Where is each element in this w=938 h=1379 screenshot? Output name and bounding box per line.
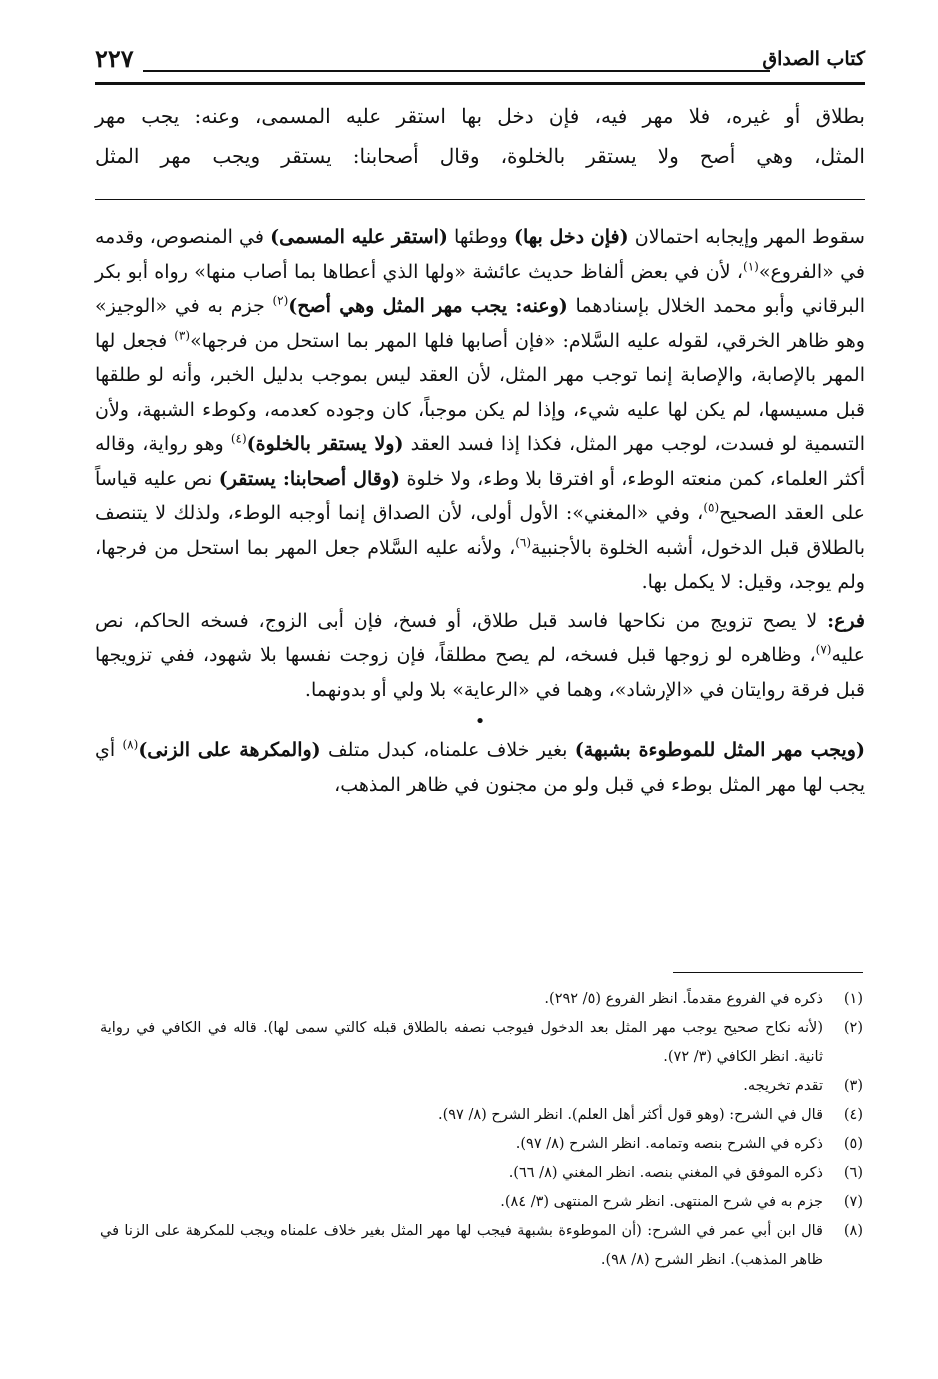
- commentary-text: سقوط المهر وإيجابه احتمالان: [628, 226, 865, 248]
- footnote-rule: [673, 972, 863, 973]
- commentary-text: ، وفي «المغني»: الأول أولى، لأن الصداق إنما أوجبه الوطء، ولذلك لا يتنصف بالطلاق قبل الدخول، أشبه الخلوة بالأجنبية: [95, 502, 865, 559]
- commentary: [95, 220, 865, 806]
- footnotes: [100, 985, 863, 1275]
- matn-quote: فرع:: [827, 609, 865, 632]
- footnote-number: (٧): [843, 1194, 863, 1210]
- matn-quote: (والمكرهة على الزنى): [138, 739, 321, 761]
- footnote: [100, 1217, 863, 1275]
- matn-quote: (استقر عليه المسمى): [270, 226, 448, 248]
- footnote-number: (٤): [843, 1107, 863, 1123]
- matn-quote: (وقال أصحابنا: يستقر): [218, 467, 401, 490]
- commentary-paragraph-1: [95, 220, 865, 600]
- footnote-text: (لأنه نكاح صحيح يوجب مهر المثل بعد الدخول فيوجب نصفه بالطلاق قبله كالتي سمى لها). قاله في الكافي في رواية ثانية. انظر الكافي (٣/ ٧٢).: [100, 1020, 823, 1065]
- footnote: [100, 1101, 863, 1130]
- footnote: [100, 985, 863, 1014]
- matn-line-2: المثل، وهي أصح ولا يستقر بالخلوة، وقال أصحابنا: يستقر ويجب مهر المثل: [95, 144, 865, 168]
- footnote-number: (٨): [843, 1223, 863, 1239]
- footnote-number: (٦): [843, 1165, 863, 1181]
- footnote: [100, 1130, 863, 1159]
- matn-text: [95, 96, 865, 176]
- matn-quote: (فإن دخل بها): [513, 226, 629, 248]
- commentary-text: في المنصوص، وقدمه في «الفروع»: [95, 226, 865, 283]
- commentary-text: بغير خلاف علمناه، كبدل متلف: [320, 739, 575, 761]
- footnote-number: (٢): [843, 1020, 863, 1036]
- matn-quote: (وعنه: يجب مهر المثل وهي أصح): [288, 295, 568, 317]
- footnote-ref: (٧): [815, 642, 832, 657]
- commentary-text: نص عليه قياساً على العقد الصحيح: [95, 467, 866, 524]
- footnote-ref: (٦): [515, 535, 532, 550]
- header-divider: [95, 82, 865, 85]
- commentary-text: وهو رواية، وقاله أكثر العلماء، كمن منعته الوطء، أو افترقا بلا وطء، ولا خلوة: [95, 433, 866, 490]
- page-number: ٢٢٧: [95, 44, 134, 73]
- commentary-text: ، لأن في بعض ألفاظ حديث عائشة «ولها الذي أعطاها بما أصاب منها» رواه أبو بكر البرقاني وأبو محمد الخلال بإسنادهما: [95, 260, 866, 317]
- footnote-text: قال ابن أبي عمر في الشرح: (أن الموطوءة بشبهة فيجب لها مهر المثل بغير خلاف علمناه ويجب للمكرهة على الزنا في ظاهر المذهب). انظر الشرح (٨/ ٩٨).: [100, 1223, 823, 1268]
- footnote: [100, 1159, 863, 1188]
- matn-line-1: بطلاق أو غيره، فلا مهر فيه، فإن دخل بها استقر عليه المسمى، وعنه: يجب مهر: [95, 104, 866, 128]
- commentary-text: ووطئها: [447, 226, 514, 248]
- page-header: [95, 44, 865, 80]
- footnote: [100, 1072, 863, 1101]
- commentary-paragraph-2: [95, 604, 865, 708]
- footnote-text: ذكره الموفق في المغني بنصه. انظر المغني (٨/ ٦٦).: [508, 1165, 823, 1181]
- separator-dot: •: [474, 711, 486, 732]
- matn-commentary-divider: [95, 199, 865, 200]
- footnote-number: (١): [843, 991, 863, 1007]
- footnote: [100, 1188, 863, 1217]
- footnote-text: ذكره في الشرح بنصه وتمامه. انظر الشرح (٨/ ٩٧).: [515, 1136, 823, 1152]
- footnote-text: قال في الشرح: (وهو قول أكثر أهل العلم). انظر الشرح (٨/ ٩٧).: [437, 1107, 823, 1123]
- commentary-text: جزم به في «الوجيز» وهو ظاهر الخرقي، لقوله عليه السَّلام: «فإن أصابها فلها المهر بما استحل من فرجها»: [95, 295, 865, 352]
- footnote: [100, 1014, 863, 1072]
- matn-quote: (ويجب مهر المثل للموطوءة بشبهة): [574, 739, 865, 761]
- header-rule: [143, 70, 770, 72]
- footnote-text: جزم به في شرح المنتهى. انظر شرح المنتهى (٣/ ٨٤).: [500, 1194, 823, 1210]
- footnote-number: (٣): [843, 1078, 863, 1094]
- matn-quote: (ولا يستقر بالخلوة): [246, 433, 404, 455]
- footnote-ref: (٥): [703, 500, 720, 515]
- footnote-ref: (٨): [122, 737, 139, 752]
- footnote-ref: (٣): [174, 328, 191, 343]
- footnote-text: تقدم تخريجه.: [743, 1078, 823, 1094]
- commentary-text: لا يصح تزويج من نكاحها فاسد قبل طلاق، أو فسخ، فإن أبى الزوج، فسخه الحاكم، نص عليه: [95, 609, 865, 666]
- footnote-ref: (٤): [230, 431, 247, 446]
- footnote-text: ذكره في الفروع مقدماً. انظر الفروع (٥/ ٢٩٢).: [544, 991, 823, 1007]
- commentary-text: ، وظاهره لو زوجها قبل فسخه، لم يصح مطلقاً، فإن زوجت نفسها بلا شهود، ففي تزويجها قبل فرقة روايتان في «الإرشاد»، وهما في «الرعاية» بلا ولي أو بدونهما.: [95, 644, 865, 701]
- book-title: كتاب الصداق: [762, 48, 865, 70]
- footnote-number: (٥): [843, 1136, 863, 1152]
- commentary-text: أي يجب لها مهر المثل بوطء في قبل ولو من مجنون في ظاهر المذهب،: [95, 739, 865, 796]
- footnote-ref: (٢): [272, 293, 289, 308]
- commentary-text: ، ولأنه عليه السَّلام جعل المهر بما استحل من فرجها، ولم يوجد، وقيل: لا يكمل بها.: [95, 536, 865, 593]
- commentary-paragraph-3: [95, 733, 865, 802]
- footnote-ref: (١): [743, 259, 759, 274]
- commentary-text: فجعل لها المهر بالإصابة، والإصابة إنما توجب مهر المثل، لأن العقد ليس بموجب بدليل الخبر، وأنه لو طلقها قبل مسيسها، لم يكن لها عليه شيء، وإذا لم يكن موجباً، كان وجوده كعدمه، وكوطء الشبهة، ولأن التسمية لو فسدت، لوجب مهر المثل، فكذا إذا فسد العقد: [95, 329, 866, 455]
